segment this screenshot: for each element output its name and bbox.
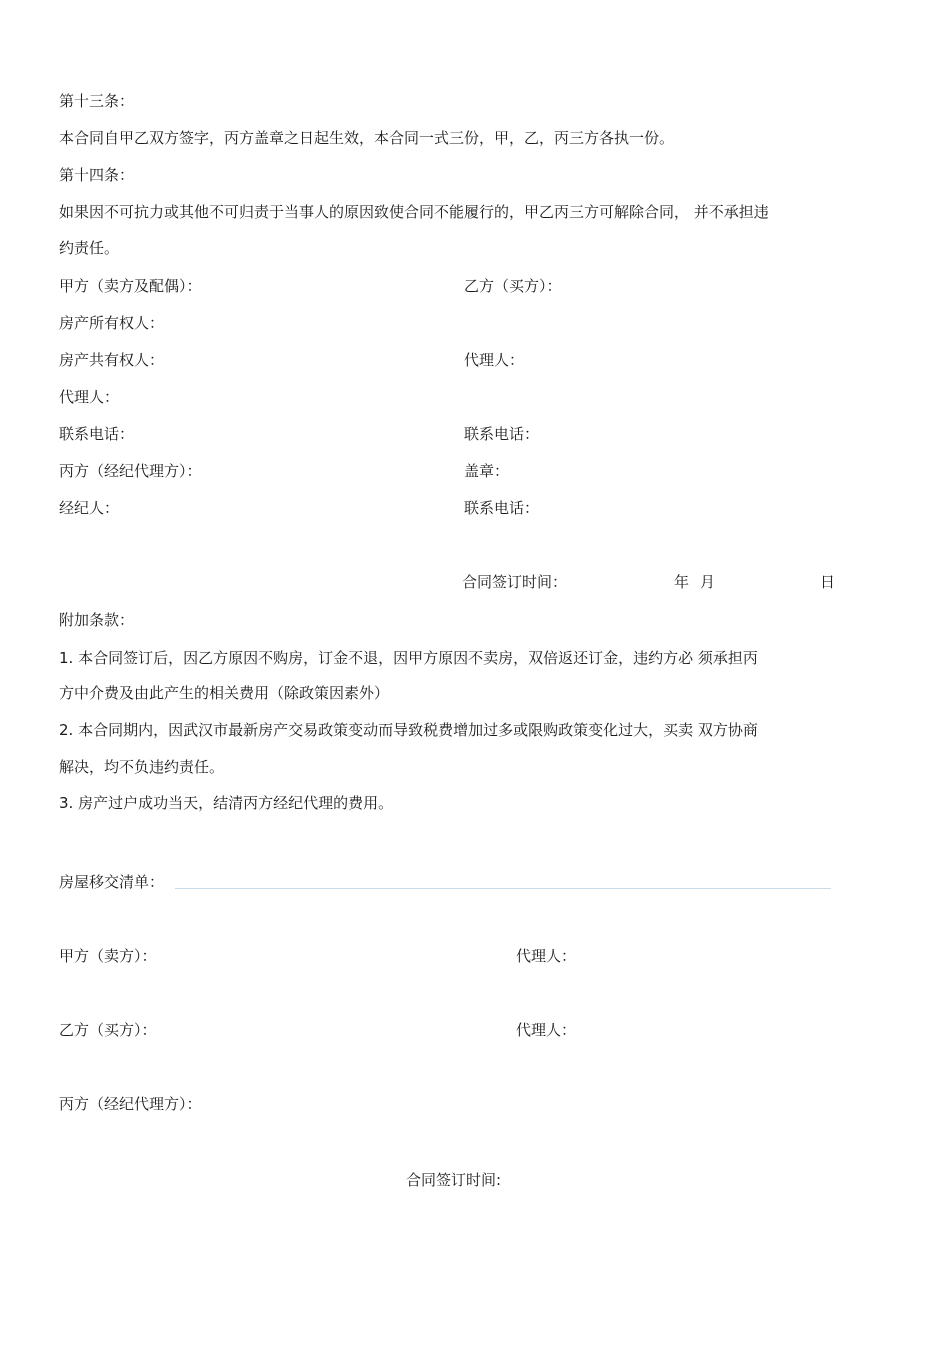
signing-date-year: 年 bbox=[674, 573, 690, 591]
additional-terms-heading: 附加条款： bbox=[59, 611, 135, 629]
article-13-text: 本合同自甲乙双方签字，丙方盖章之日起生效，本合同一式三份，甲，乙，丙三方各执一份。 bbox=[59, 129, 675, 147]
agent-b-label: 代理人： bbox=[464, 351, 525, 369]
handover-list-line bbox=[175, 888, 831, 889]
agent-a-label: 代理人： bbox=[59, 388, 120, 406]
handover-list-label: 房屋移交清单： bbox=[59, 873, 165, 891]
handover-party-b-label: 乙方（买方）： bbox=[59, 1021, 157, 1039]
party-b-label: 乙方（买方）： bbox=[464, 277, 562, 295]
signing-date-month: 月 bbox=[700, 573, 716, 591]
handover-party-c-label: 丙方（经纪代理方）： bbox=[59, 1095, 202, 1113]
article-14-text-line2: 约责任。 bbox=[59, 239, 120, 257]
handover-agent-a-label: 代理人： bbox=[516, 947, 577, 965]
phone-a-label: 联系电话： bbox=[59, 425, 135, 443]
term-1-line2: 方中介费及由此产生的相关费用（除政策因素外） bbox=[59, 684, 390, 702]
signing-date-label: 合同签订时间： bbox=[462, 573, 568, 591]
phone-c-label: 联系电话： bbox=[464, 499, 540, 517]
co-owner-label: 房产共有权人： bbox=[59, 351, 165, 369]
owner-label: 房产所有权人： bbox=[59, 314, 165, 332]
term-3: 3. 房产过户成功当天，结清丙方经纪代理的费用。 bbox=[59, 794, 394, 812]
article-13-heading: 第十三条： bbox=[59, 92, 135, 110]
seal-label: 盖章： bbox=[464, 462, 510, 480]
party-a-label: 甲方（卖方及配偶）： bbox=[59, 277, 202, 295]
handover-party-a-label: 甲方（卖方）： bbox=[59, 947, 157, 965]
term-2-line1: 2. 本合同期内，因武汉市最新房产交易政策变动而导致税费增加过多或限购政策变化过大，买卖 双方协商 bbox=[59, 721, 758, 739]
party-c-label: 丙方（经纪代理方）： bbox=[59, 462, 202, 480]
term-1-line1: 1. 本合同签订后，因乙方原因不购房，订金不退，因甲方原因不卖房，双倍返还订金，违约方必 须承担丙 bbox=[59, 649, 758, 667]
signing-date-day: 日 bbox=[820, 573, 836, 591]
handover-signing-time-label: 合同签订时间: bbox=[406, 1171, 502, 1189]
article-14-heading: 第十四条： bbox=[59, 166, 135, 184]
handover-agent-b-label: 代理人： bbox=[516, 1021, 577, 1039]
term-2-line2: 解决，均不负违约责任。 bbox=[59, 758, 225, 776]
article-14-text-line1: 如果因不可抗力或其他不可归责于当事人的原因致使合同不能履行的，甲乙丙三方可解除合同， 并不承担违 bbox=[59, 203, 769, 221]
phone-b-label: 联系电话： bbox=[464, 425, 540, 443]
broker-label: 经纪人： bbox=[59, 499, 120, 517]
